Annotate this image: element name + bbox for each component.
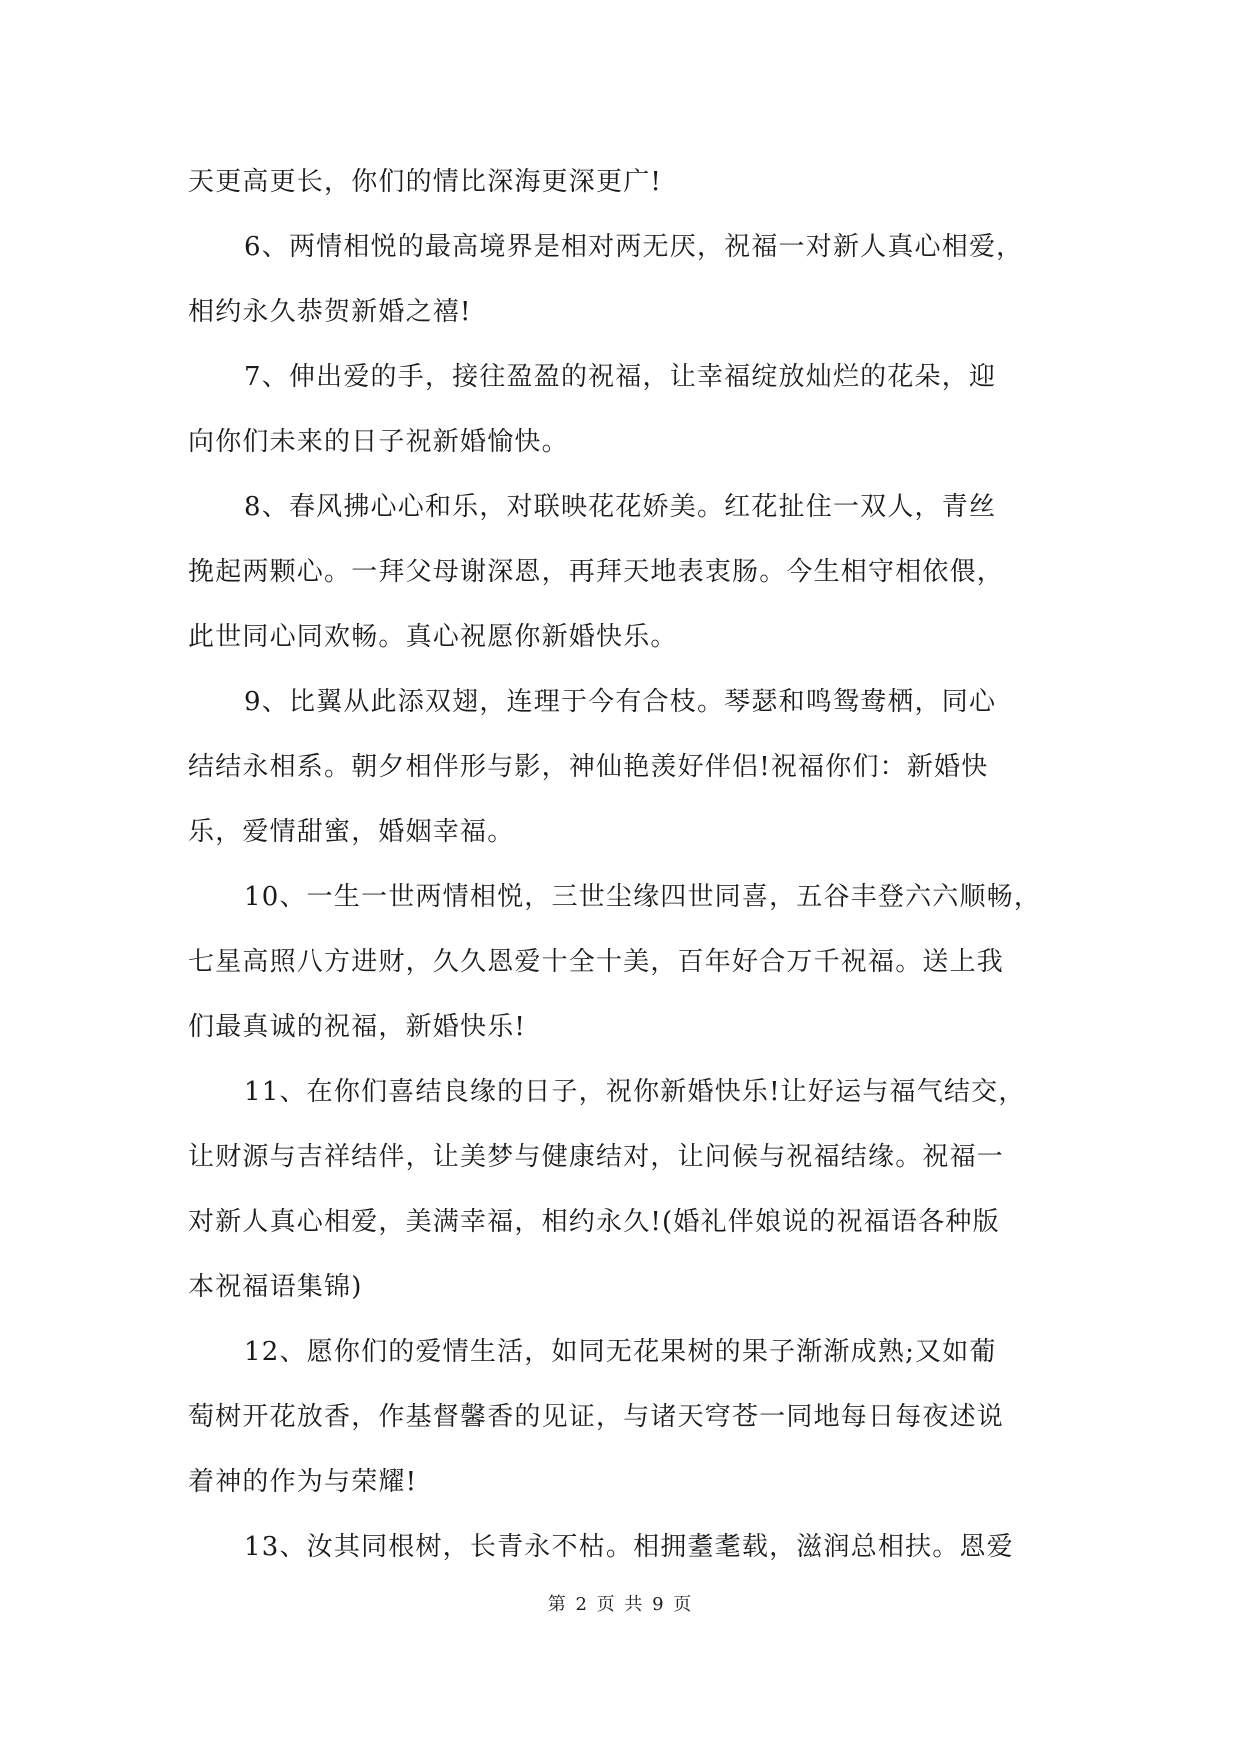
text-line: 相约永久恭贺新婚之禧! xyxy=(188,297,472,327)
text-line: 着神的作为与荣耀! xyxy=(188,1467,418,1497)
text-line: 7、伸出爱的手，接往盈盈的祝福，让幸福绽放灿烂的花朵，迎 xyxy=(244,362,997,392)
page-body xyxy=(188,150,1052,1580)
text-line: 8、春风拂心心和乐，对联映花花娇美。红花扯住一双人，青丝 xyxy=(244,492,997,522)
paragraph xyxy=(188,1320,1052,1515)
paragraph xyxy=(188,1060,1052,1320)
paragraph xyxy=(188,345,1052,475)
text-line: 萄树开花放香，作基督馨香的见证，与诸天穹苍一同地每日每夜述说 xyxy=(188,1402,1005,1432)
paragraph xyxy=(188,475,1052,670)
text-line: 本祝福语集锦) xyxy=(188,1272,363,1302)
text-line: 天更高更长，你们的情比深海更深更广! xyxy=(188,167,663,197)
text-line: 6、两情相悦的最高境界是相对两无厌，祝福一对新人真心相爱， xyxy=(244,232,1024,262)
paragraph xyxy=(188,865,1052,1060)
text-line: 结结永相系。朝夕相伴形与影，神仙艳羡好伴侣!祝福你们：新婚快 xyxy=(188,752,989,782)
text-line: 13、汝其同根树，长青永不枯。相拥耋耄载，滋润总相扶。恩爱 xyxy=(244,1532,1014,1562)
paragraph xyxy=(188,670,1052,865)
text-line: 七星高照八方进财，久久恩爱十全十美，百年好合万千祝福。送上我 xyxy=(188,947,1005,977)
text-line: 9、比翼从此添双翅，连理于今有合枝。琴瑟和鸣鸳鸯栖，同心 xyxy=(244,687,997,717)
text-line: 向你们未来的日子祝新婚愉快。 xyxy=(188,427,569,457)
page-footer: 第 2 页 共 9 页 xyxy=(547,1594,694,1615)
text-line: 让财源与吉祥结伴，让美梦与健康结对，让问候与祝福结缘。祝福一 xyxy=(188,1142,1005,1172)
text-line: 11、在你们喜结良缘的日子，祝你新婚快乐!让好运与福气结交， xyxy=(244,1077,1026,1107)
text-line: 10、一生一世两情相悦，三世尘缘四世同喜，五谷丰登六六顺畅， xyxy=(244,882,1042,912)
text-line: 对新人真心相爱，美满幸福，相约永久!(婚礼伴娘说的祝福语各种版 xyxy=(188,1207,1000,1237)
paragraph xyxy=(188,215,1052,345)
text-line: 12、愿你们的爱情生活，如同无花果树的果子渐渐成熟;又如葡 xyxy=(244,1337,997,1367)
text-line: 们最真诚的祝福，新婚快乐! xyxy=(188,1012,527,1042)
text-line: 挽起两颗心。一拜父母谢深恩，再拜天地表衷肠。今生相守相依偎， xyxy=(188,557,1005,587)
paragraph xyxy=(188,1515,1052,1580)
text-line: 此世同心同欢畅。真心祝愿你新婚快乐。 xyxy=(188,622,678,652)
text-line: 乐，爱情甜蜜，婚姻幸福。 xyxy=(188,817,515,847)
paragraph xyxy=(188,150,1052,215)
